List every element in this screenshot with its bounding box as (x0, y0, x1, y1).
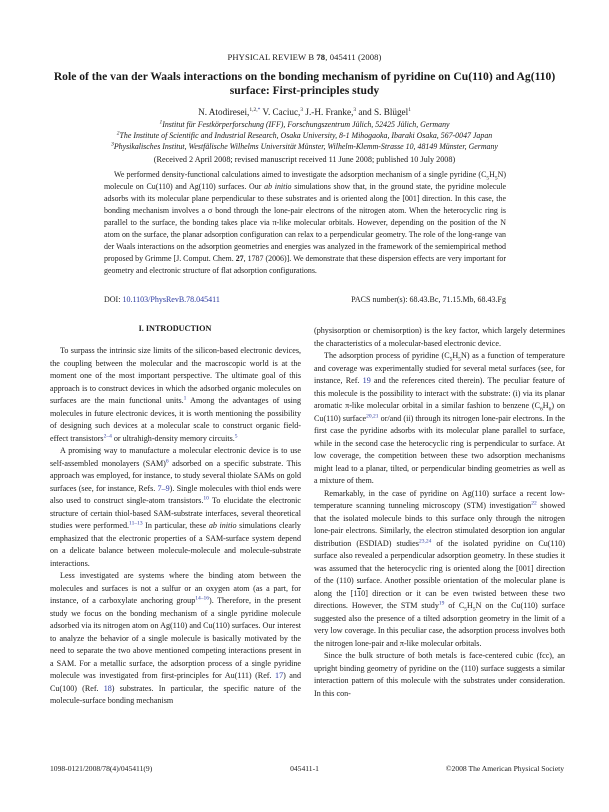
citation-link[interactable]: 19 (362, 376, 371, 385)
affil-number: 2 (116, 130, 120, 137)
paragraph (314, 488, 565, 651)
footer-copyright: ©2008 The American Physical Society (445, 764, 564, 773)
text: ) substrates. In particular, the specific nature of the molecule-surface bonding mechanism (50, 683, 301, 705)
paragraph (50, 570, 301, 708)
paragraph (50, 445, 301, 570)
citation-link[interactable]: 7–9 (157, 483, 170, 493)
author: J.-H. Franke, (303, 107, 354, 117)
text: Among the advantages of using molecules in future electronic devices, it is worth mentioning the possibility of designing such devices at a molecular scale to construct organic field-effect transistors (50, 396, 301, 443)
text: H (467, 601, 473, 610)
affil-text: Institut für Festkörperforschung (IFF), Forschungszentrum Jülich, 52425 Jülich, Germany (162, 120, 450, 129)
affil-number: 1 (159, 119, 163, 126)
text: ) and Cu(100) (Ref. (50, 671, 301, 693)
text: ). Therefore, in the present study we focus on the bonding mechanism of a single pyridine molecule adsorbed via its nitrogen atom on Ag(110) and Cu(110) surfaces. Our interest to analyze the behavior of a single molecule is basically motivated by the need to separate the two above mentioned competing interactions present in a SAM. For a metallic surface, the adsorption process of a single pyridine molecule was investigated from first-principles for Au(111) (Ref. (50, 596, 301, 680)
affiliation (0, 142, 609, 151)
subscript: 5 (472, 606, 476, 613)
text: In particular, these (142, 521, 209, 530)
paper-title: Role of the van der Waals interactions on the bonding mechanism of pyridine on Cu(110) and Ag(110) surface: First-principles study (53, 70, 556, 97)
affiliation (0, 131, 609, 140)
italic-text: ab initio (208, 521, 237, 530)
affil-text: Physikalisches Institut, Westfälische Wilhelms Universität Münster, Wilhelm-Klemm-Strasse 10, 48149 Münster, Germany (113, 142, 498, 151)
subscript: 6 (540, 406, 543, 413)
footer-page-number: 045411-1 (290, 764, 319, 773)
text: ) on Cu(110) surface (314, 401, 566, 423)
text: or ultrahigh-density memory circuits. (111, 433, 235, 443)
citation-link[interactable]: 5 (234, 432, 238, 439)
text: A promising way to manufacture a molecular electronic device is to use self-assembled monolayers (SAM) (50, 446, 301, 468)
corresponding-author-link[interactable]: * (257, 106, 261, 113)
citation-link[interactable]: 1 (183, 395, 187, 402)
doi-pacs-line (104, 295, 506, 304)
abstract-text: simulations show that, in the ground state, the pyridine molecule adsorbs with its molecular plane perpendicular to these substrates and is oriented along the [001] direction. In this case, the bonding mechanism involves a σ bond through the lone-pair electrons of the nitrogen atom. When the heterocyclic ring is parallel to the surface, the bonding takes place via π-like molecular orbitals. However, depending on the position of the N atom on the surface, the planar adsorption configuration can relax to a perpendicular geometry. The role of the long-range van der Waals interactions on the adsorption geometries and energies was analyzed in the framework of the semiempirical method proposed by Grimme [J. Comput. Chem. (104, 182, 506, 263)
affil-number: 3 (111, 141, 114, 148)
text: To elucidate the electronic structure of certain thiol-based SAM-substrate interfaces, several theoretical studies were performed. (50, 496, 302, 530)
abstract-text: , 1787 (2006)]. We demonstrate that these dispersion effects are very important for geometry and electronic structure of flat adsorption configurations. (104, 254, 506, 275)
text: To surpass the intrinsic size limits of the silicon-based electronic devices, the coupling between the molecular and the macroscopic world is at the moment one of the most important perspective. The ultimate goal of this approach is to construct devices in which the adsorbed organic molecules on surfaces are the main functional units. (50, 346, 301, 405)
subscript: 5 (486, 175, 490, 182)
text: (physisorption or chemisorption) is the key factor, which largely determines the characteristics of a molecular-based electronic device. (314, 326, 565, 348)
doi-label: DOI: (104, 295, 123, 304)
subscript: 5 (464, 606, 468, 613)
left-column (50, 345, 301, 708)
citation-link[interactable]: 23,24 (418, 537, 432, 544)
text: ). Single molecules with thiol ends were also used to construct single-atom transistors. (50, 483, 301, 505)
doi-link[interactable]: 10.1103/PhysRevB.78.045411 (122, 295, 220, 304)
text: Less investigated are systems where the binding atom between the molecules and surfaces is not a sulfur or an oxygen atom (as a part, for instance, of a carboxylate anchoring group (50, 571, 301, 605)
abstract-text: H (489, 170, 495, 179)
citation-link[interactable]: 17 (275, 671, 284, 680)
text: Remarkably, in the case of pyridine on Ag(110) surface a recent low-temperature scanning tunneling microscopy (STM) investigation (314, 488, 565, 510)
citation-link[interactable]: 22 (531, 500, 537, 507)
affil-ref: 3 (300, 106, 304, 113)
text: H (452, 351, 459, 360)
text: N on the Cu(110) surface suggested also the presence of a tilted adsorption geometry in the limit of a very low coverage. In this peculiar case, the adsorption process involves both the nitrogen lone-pair and π-like molecular orbitals. (314, 601, 565, 648)
footer-issn: 1098-0121/2008/78(4)/045411(9) (50, 764, 153, 773)
journal-header (0, 52, 609, 62)
subscript: 6 (548, 406, 552, 413)
citation-link[interactable]: 11–13 (129, 520, 143, 527)
paragraph (50, 345, 301, 445)
affil-ref: 1 (408, 106, 411, 113)
subscript: 5 (494, 175, 498, 182)
paragraph (314, 325, 565, 350)
text: of C (444, 601, 465, 610)
text: and the references cited therein). The peculiar feature of this molecule is the possibility to interact with the substrate: (i) via its planar aromatic π-like molecular orbital in a similar fashion to benzene (C (314, 376, 565, 410)
text: The adsorption process of pyridine (C (324, 351, 450, 360)
received-dates: (Received 2 April 2008; revised manuscript received 11 June 2008; published 10 July 2008) (153, 155, 456, 164)
affil-ref: 3 (353, 106, 357, 113)
citation-link[interactable]: 14–16 (195, 595, 210, 602)
author: V. Caciuc, (260, 107, 301, 117)
right-column (314, 325, 565, 700)
abstract-italic: ab initio (264, 182, 292, 191)
overline-digit: 1 (357, 588, 362, 598)
paragraph: The adsorption process of pyridine $(C_5H_5N)$ as a function of temperature and coverage was experimentally studied for several metal surfaces (see, for instance, Ref. 19 and the references cited therein). The peculiar feature of this molecule is the possibility to interact with the substrate: (i) via its planar aromatic π-like molecular orbital in a similar fashion to benzene $(C_6H_6)$ on Cu(110) surface$^{20,21}$ or/and (ii) through its nitrogen lone-pair electrons. In the first case the pyridine adsorbs with its molecular plane parallel to surface, while in the second case the heterocyclic ring is perpendicular to surface. At low coverage, the competition between these two adsorption mechanisms might lead to a planar, tilted, or perpendicular binding geometries as well as a mixture of them. (314, 351, 566, 485)
citation-link[interactable]: 18 (103, 683, 112, 693)
citation-link[interactable]: 19 (438, 600, 445, 607)
text: Since the bulk structure of both metals is face-centered cubic (fcc), an upright binding geometry of pyridine on the (110) surface suggests a similar interaction pattern of this molecule with the substrates under consideration. In this con- (314, 651, 565, 698)
author: and S. Blügel (356, 107, 409, 117)
journal-volume: 78 (316, 52, 326, 62)
subscript: 5 (449, 356, 453, 363)
text: 0] direction or it can be even twisted between these two directions. However, the STM study (314, 588, 566, 610)
journal-name: PHYSICAL REVIEW B (227, 52, 317, 62)
abstract (104, 169, 506, 277)
paragraph (314, 650, 565, 700)
subscript: 5 (458, 356, 461, 363)
abstract-text: We performed density-functional calculations aimed to investigate the adsorption mechanism of a single pyridine (C (114, 170, 487, 179)
text: showed that the isolated molecule binds to this surface only through the nitrogen lone-pair electrons. Similarly, the electron stimulated desorption ion angular distribution (ESDIAD) studies (314, 501, 565, 548)
text: simulations clearly emphasized that the electronic properties of a SAM-surface system depend on a delicate balance between molecule-molecule and molecule-substrate interactions. (50, 521, 301, 568)
citation-link[interactable]: 20,21 (366, 412, 379, 419)
citation-link[interactable]: 10 (203, 495, 209, 502)
author: N. Atodiresei, (198, 107, 250, 117)
affil-ref: 1,2, (249, 106, 258, 113)
text: N) as a function of temperature and coverage was experimentally studied for several metal surfaces (see, for instance, Ref. (314, 351, 566, 385)
article-info: , 045411 (2008) (325, 52, 382, 62)
affil-text: The Institute of Scientific and Industrial Research, Osaka University, 8-1 Mihogaoka, Ibaraki Osaka, 567-0047 Japan (119, 131, 493, 140)
pacs-numbers: PACS number(s): 68.43.Bc, 71.15.Mb, 68.43.Fg (351, 295, 506, 304)
citation-link[interactable]: 6 (165, 457, 169, 464)
citation-link[interactable]: 2–4 (103, 432, 112, 439)
text: or/and (ii) through its nitrogen lone-pair electrons. In the first case the pyridine adsorbs with its molecular plane parallel to surface, while in the second case the heterocyclic ring is perpendicular to surface. At low coverage, the competition between these two adsorption mechanisms might lead to a planar, tilted, or perpendicular binding geometries as well as a mixture of them. (314, 413, 565, 485)
abstract-volume: 27 (235, 254, 244, 263)
text: of the isolated pyridine on Cu(110) surface also revealed a perpendicular adsorption geometry. In these studies it was assumed that the heterocyclic ring is oriented along the [001] direction of the (110) surface. Another possible orientation of the molecular plane is along the [1 (314, 538, 566, 598)
text: adsorbed on a specific substrate. This approach was employed, for instance, to study several thiolate SAMs on gold surfaces (see, for instance, Refs. (50, 458, 302, 493)
abstract-text: N) molecule on Cu(110) and Ag(110) surfaces. Our (104, 170, 506, 191)
author-list (0, 107, 609, 117)
affiliation (0, 120, 609, 129)
section-heading: I. INTRODUCTION (138, 324, 212, 333)
